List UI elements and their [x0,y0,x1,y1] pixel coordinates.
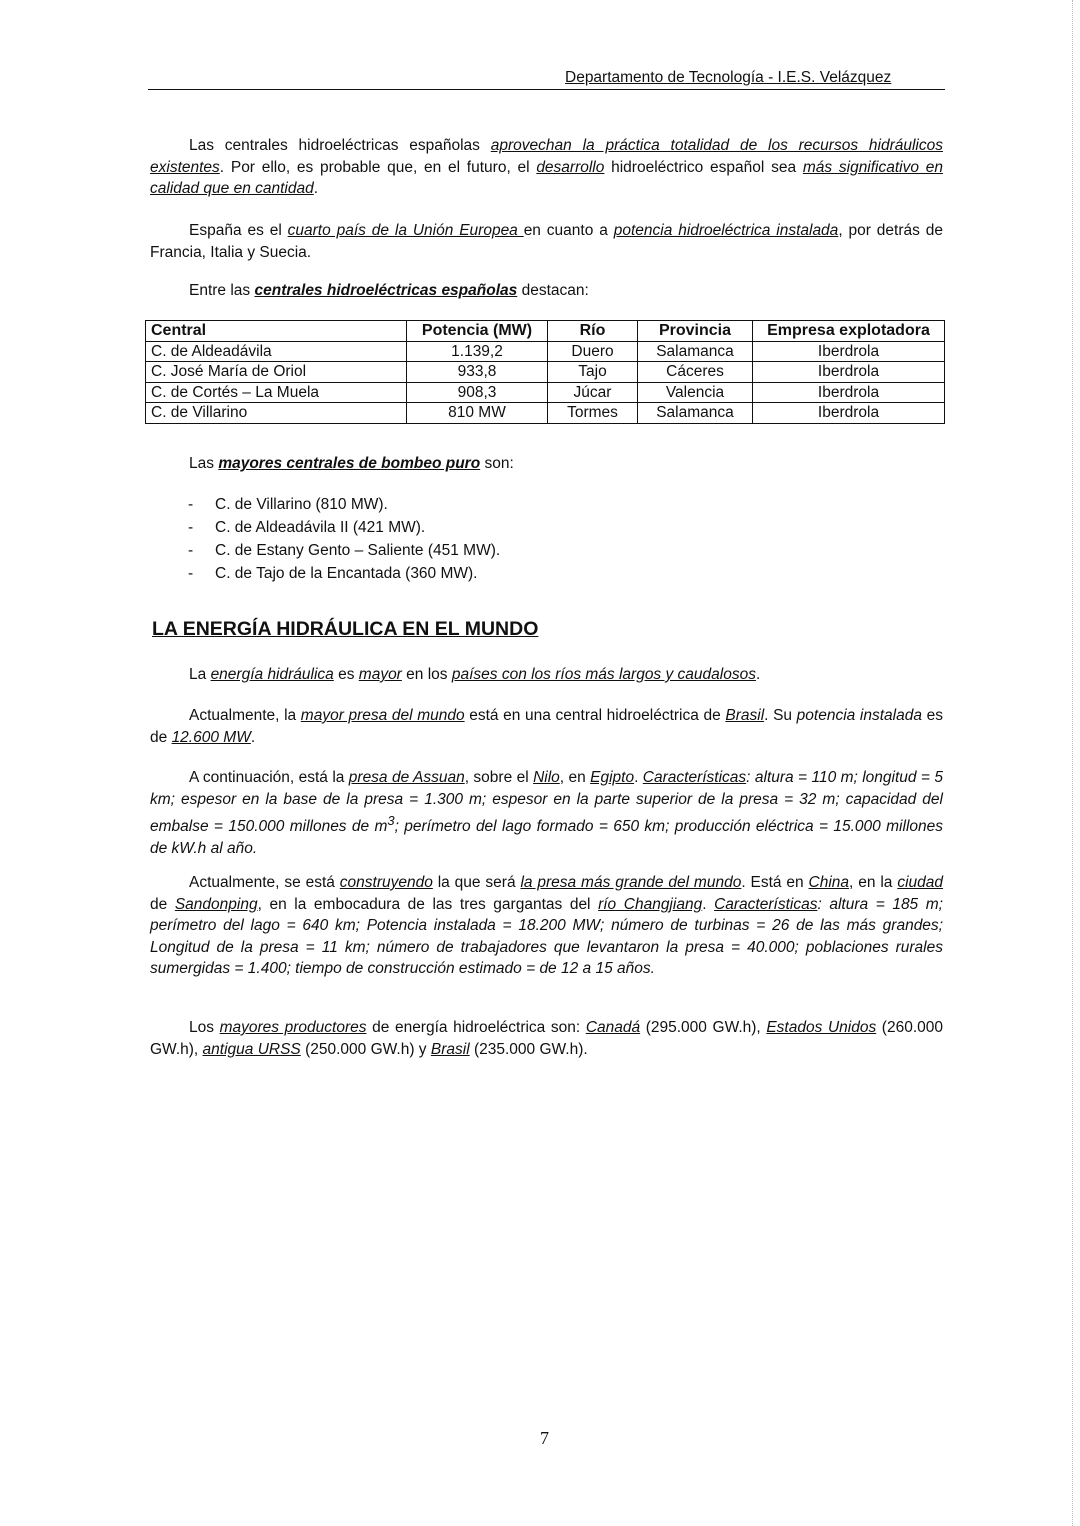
list-item: - C. de Estany Gento – Saliente (451 MW). [188,542,501,559]
table-cell: 1.139,2 [407,341,548,362]
header-cell: Empresa explotadora [753,321,945,342]
paragraph-7: A continuación, está la presa de Assuan, sobre el Nilo, en Egipto. Características: altura = 110 m; longitud = 5 km; espesor en la base de la presa = 1.300 m; espesor en la parte superior de la presa = 32 m; capacidad del embalse = 150.000 millones de $m^3$; perímetro del lago formado = 650 km; producción eléctrica = 15.000 millones de kW.h al año. [150,769,943,857]
table-cell: Iberdrola [753,341,945,362]
table-cell: Duero [548,341,638,362]
table-cell: 908,3 [407,382,548,403]
hydro-plants-table [145,320,945,424]
table-cell: C. José María de Oriol [146,362,407,383]
page-number: 7 [540,1428,549,1448]
scan-edge [1072,0,1074,1526]
table-cell: 933,8 [407,362,548,383]
table-cell: Iberdrola [753,362,945,383]
header-cell: Central [146,321,407,342]
table-cell: Salamanca [638,403,753,424]
paragraph-2: España es el cuarto país de la Unión Europea en cuanto a potencia hidroeléctrica instalada, por detrás de Francia, Italia y Suecia. [150,222,943,261]
table-cell: Júcar [548,382,638,403]
table-cell: Salamanca [638,341,753,362]
table-cell: Valencia [638,382,753,403]
table-cell: Tajo [548,362,638,383]
paragraph-5: La energía hidráulica es mayor en los países con los ríos más largos y caudalosos. [189,666,761,683]
page-header [565,69,891,87]
table-row [146,403,945,424]
table-cell: C. de Aldeadávila [146,341,407,362]
table-row [146,382,945,403]
header-text: Departamento de Tecnología - I.E.S. Velázquez [565,69,892,86]
table-cell: 810 MW [407,403,548,424]
table-cell: C. de Cortés – La Muela [146,382,407,403]
list-item: - C. de Tajo de la Encantada (360 MW). [188,565,478,582]
list-item: - C. de Aldeadávila II (421 MW). [188,519,426,536]
paragraph-4: Las mayores centrales de bombeo puro son: [189,455,514,472]
header-cell: Provincia [638,321,753,342]
table-cell: Iberdrola [753,403,945,424]
table-header-row [146,321,945,342]
table-cell: Cáceres [638,362,753,383]
header-cell: Río [548,321,638,342]
paragraph-9: Los mayores productores de energía hidroeléctrica son: Canadá (295.000 GW.h), Estados Unidos (260.000 GW.h), antigua URSS (250.000 GW.h) y Brasil (235.000 GW.h). [150,1019,943,1058]
table-cell: Tormes [548,403,638,424]
paragraph-8: Actualmente, se está construyendo la que será la presa más grande del mundo. Está en China, en la ciudad de Sandonping, en la embocadura de las tres gargantas del río Changjiang. Características: altura = 185 m; perímetro del lago = 640 km; Potencia instalada = 18.200 MW; número de turbinas = 26 de las más grandes; Longitud de la presa = 11 km; número de trabajadores que levantaron la presa = 40.000; poblaciones rurales sumergidas = 1.400; tiempo de construcción estimado = de 12 a 15 años. [150,874,943,977]
paragraph-1: Las centrales hidroeléctricas españolas aprovechan la práctica totalidad de los recursos hidráulicos existentes. Por ello, es probable que, en el futuro, el desarrollo hidroeléctrico español sea más significativo en calidad que en cantidad. [150,137,943,197]
header-cell: Potencia (MW) [407,321,548,342]
table-cell: Iberdrola [753,382,945,403]
paragraph-3: Entre las centrales hidroeléctricas españolas destacan: [189,282,589,299]
header-rule [148,89,945,90]
table-row [146,341,945,362]
table-row [146,362,945,383]
table-cell: C. de Villarino [146,403,407,424]
list-item: - C. de Villarino (810 MW). [188,496,388,513]
section-title: LA ENERGÍA HIDRÁULICA EN EL MUNDO [152,618,539,640]
paragraph-6: Actualmente, la mayor presa del mundo está en una central hidroeléctrica de Brasil. Su potencia instalada es de 12.600 MW. [150,707,943,746]
